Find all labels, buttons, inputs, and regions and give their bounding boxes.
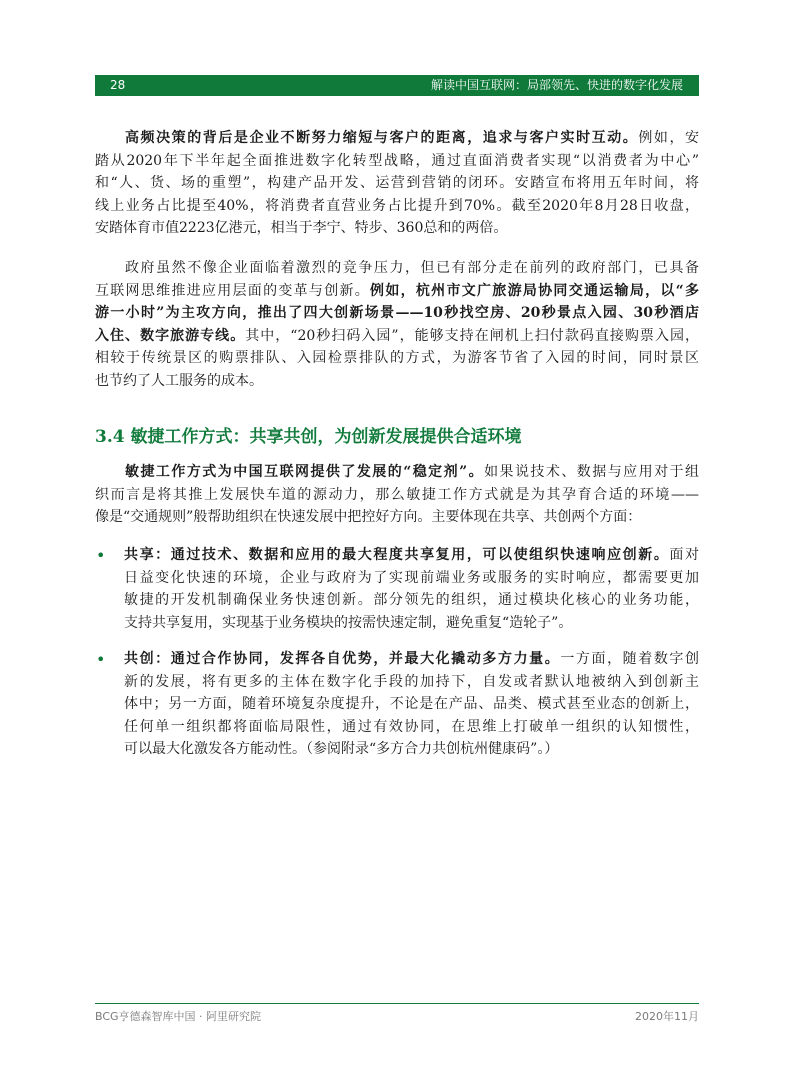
bullet-sharing bbox=[124, 544, 699, 634]
text-line: 和“人、货、场的重塑”，构建产品开发、运营到营销的闭环。安踏宣布将用五年时间，将 bbox=[95, 175, 699, 191]
text-line: 相较于传统景区的购票排队、入园检票排队的方式，为游客节省了入园的时间，同时景区 bbox=[95, 350, 699, 366]
text-line: 高频决策的背后是企业不断努力缩短与客户的距离，追求与客户实时互动。例如，安 bbox=[125, 130, 700, 146]
paragraph-agile-intro bbox=[95, 461, 699, 529]
page-number: 28 bbox=[110, 78, 126, 92]
text-line: 踏从2020年下半年起全面推进数字化转型战略，通过直面消费者实现“以消费者为中心” bbox=[95, 152, 699, 169]
text-line: 敏捷的开发机制确保业务快速创新。部分领先的组织，通过模块化核心的业务功能， bbox=[124, 592, 699, 608]
text-line: 敏捷工作方式为中国互联网提供了发展的“稳定剂”。如果说技术、数据与应用对于组 bbox=[125, 464, 699, 480]
text-line: 支持共享复用，实现基于业务模块的按需快速定制，避免重复“造轮子”。 bbox=[124, 614, 573, 631]
text-line: 新的发展，将有更多的主体在数字化手段的加持下，自发或者默认地被纳入到创新主 bbox=[124, 673, 699, 690]
text-line: 安踏体育市值2223亿港元，相当于李宁、特步、360总和的两倍。 bbox=[95, 220, 508, 236]
footer-date: 2020年11月 bbox=[635, 1010, 699, 1023]
text-line: 互联网思维推进应用层面的变革与创新。例如，杭州市文广旅游局协同交通运输局，以“多 bbox=[95, 282, 699, 299]
paragraph-anta bbox=[95, 127, 699, 240]
bullet-co-creation bbox=[124, 648, 699, 761]
bullet-icon: • bbox=[96, 650, 106, 669]
text-line: 任何单一组织都将面临局限性，通过有效协同，在思维上打破单一组织的认知惯性， bbox=[124, 718, 699, 735]
text-line: 织而言是将其推上发展快车道的源动力，那么敏捷工作方式就是为其孕育合适的环境—— bbox=[95, 486, 699, 503]
text-line: 游一小时”为主攻方向，推出了四大创新场景——10秒找空房、20秒景点入园、30秒酒店 bbox=[95, 305, 699, 321]
text-line: 共创：通过合作协同，发挥各自优势，并最大化撬动多方力量。一方面，随着数字创 bbox=[124, 651, 700, 667]
text-line: 日益变化快速的环境，企业与政府为了实现前端业务或服务的实时响应，都需要更加 bbox=[124, 569, 699, 586]
text-line: 像是“交通规则”般帮助组织在快速发展中把控好方向。主要体现在共享、共创两个方面： bbox=[95, 509, 642, 525]
text-line: 线上业务占比提至40%，将消费者直营业务占比提升到70%。截至2020年8月28日收盘， bbox=[95, 197, 699, 214]
footer-divider bbox=[95, 1003, 699, 1004]
text-line: 政府虽然不像企业面临着激烈的竞争压力，但已有部分走在前列的政府部门，已具备 bbox=[125, 260, 699, 276]
text-line: 入住、数字旅游专线。其中，“20秒扫码入园”，能够支持在闸机上扫付款码直接购票入园， bbox=[95, 327, 700, 344]
text-line: 也节约了人工服务的成本。 bbox=[95, 372, 263, 389]
running-title: 解读中国互联网：局部领先、快进的数字化发展 bbox=[430, 78, 683, 92]
bullet-icon: • bbox=[96, 546, 106, 565]
text-line: 可以最大化激发各方能动性。（参阅附录“多方合力共创杭州健康码”。） bbox=[124, 741, 559, 757]
text-line: 共享：通过技术、数据和应用的最大程度共享复用，可以使组织快速响应创新。面对 bbox=[124, 547, 700, 563]
footer-publisher: BCG亨德森智库中国 · 阿里研究院 bbox=[95, 1010, 262, 1023]
page-header-bar bbox=[95, 75, 699, 96]
paragraph-government bbox=[95, 257, 699, 392]
section-heading: 3.4 敏捷工作方式：共享共创，为创新发展提供合适环境 bbox=[95, 427, 522, 447]
text-line: 体中；另一方面，随着环境复杂度提升，不论是在产品、品类、模式甚至业态的创新上， bbox=[124, 696, 699, 712]
